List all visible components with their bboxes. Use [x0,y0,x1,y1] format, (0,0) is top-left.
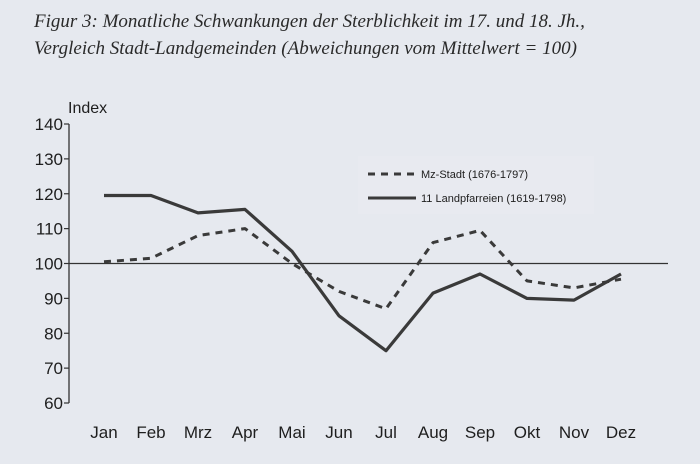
chart-legend [358,156,594,214]
legend-box [358,156,594,214]
y-tick-label: 120 [34,184,63,204]
x-tick-label: Apr [231,423,259,442]
x-tick-label: Sep [464,423,496,442]
y-tick-label: 80 [44,324,63,344]
chart-title-line-2: Vergleich Stadt-Landgemeinden (Abweichungen vom Mittelwert = 100) [34,38,577,59]
x-tick-label: Jun [325,423,353,442]
x-tick-label: Dez [605,423,637,442]
x-tick-label: Jan [90,423,118,442]
series-line-mz-stadt [104,229,621,309]
y-tick-label: 130 [34,149,63,169]
chart-axes [35,100,668,442]
y-tick-label: 60 [44,394,63,413]
y-tick-label: 110 [35,219,63,239]
x-tick-label: Nov [558,423,590,442]
x-tick-label: Aug [417,423,449,442]
x-tick-label: Mai [278,423,306,442]
y-tick-label: 140 [34,115,63,134]
y-tick-label: 100 [34,254,63,274]
legend-label: 11 Landpfarreien (1619-1798) [421,193,567,205]
y-axis-title: Index [68,100,108,117]
x-tick-label: Feb [136,423,166,442]
x-tick-label: Okt [513,423,541,442]
y-tick-label: 70 [44,359,63,379]
x-tick-label: Mrz [183,423,213,442]
series-line-landpfarreien [104,196,621,351]
x-tick-label: Jul [375,423,397,442]
chart-title-line-1: Figur 3: Monatliche Schwankungen der Sterblichkeit im 17. und 18. Jh., [34,11,585,32]
legend-label: Mz-Stadt (1676-1797) [421,169,528,181]
y-tick-label: 90 [44,289,63,309]
chart-series [104,195,621,350]
